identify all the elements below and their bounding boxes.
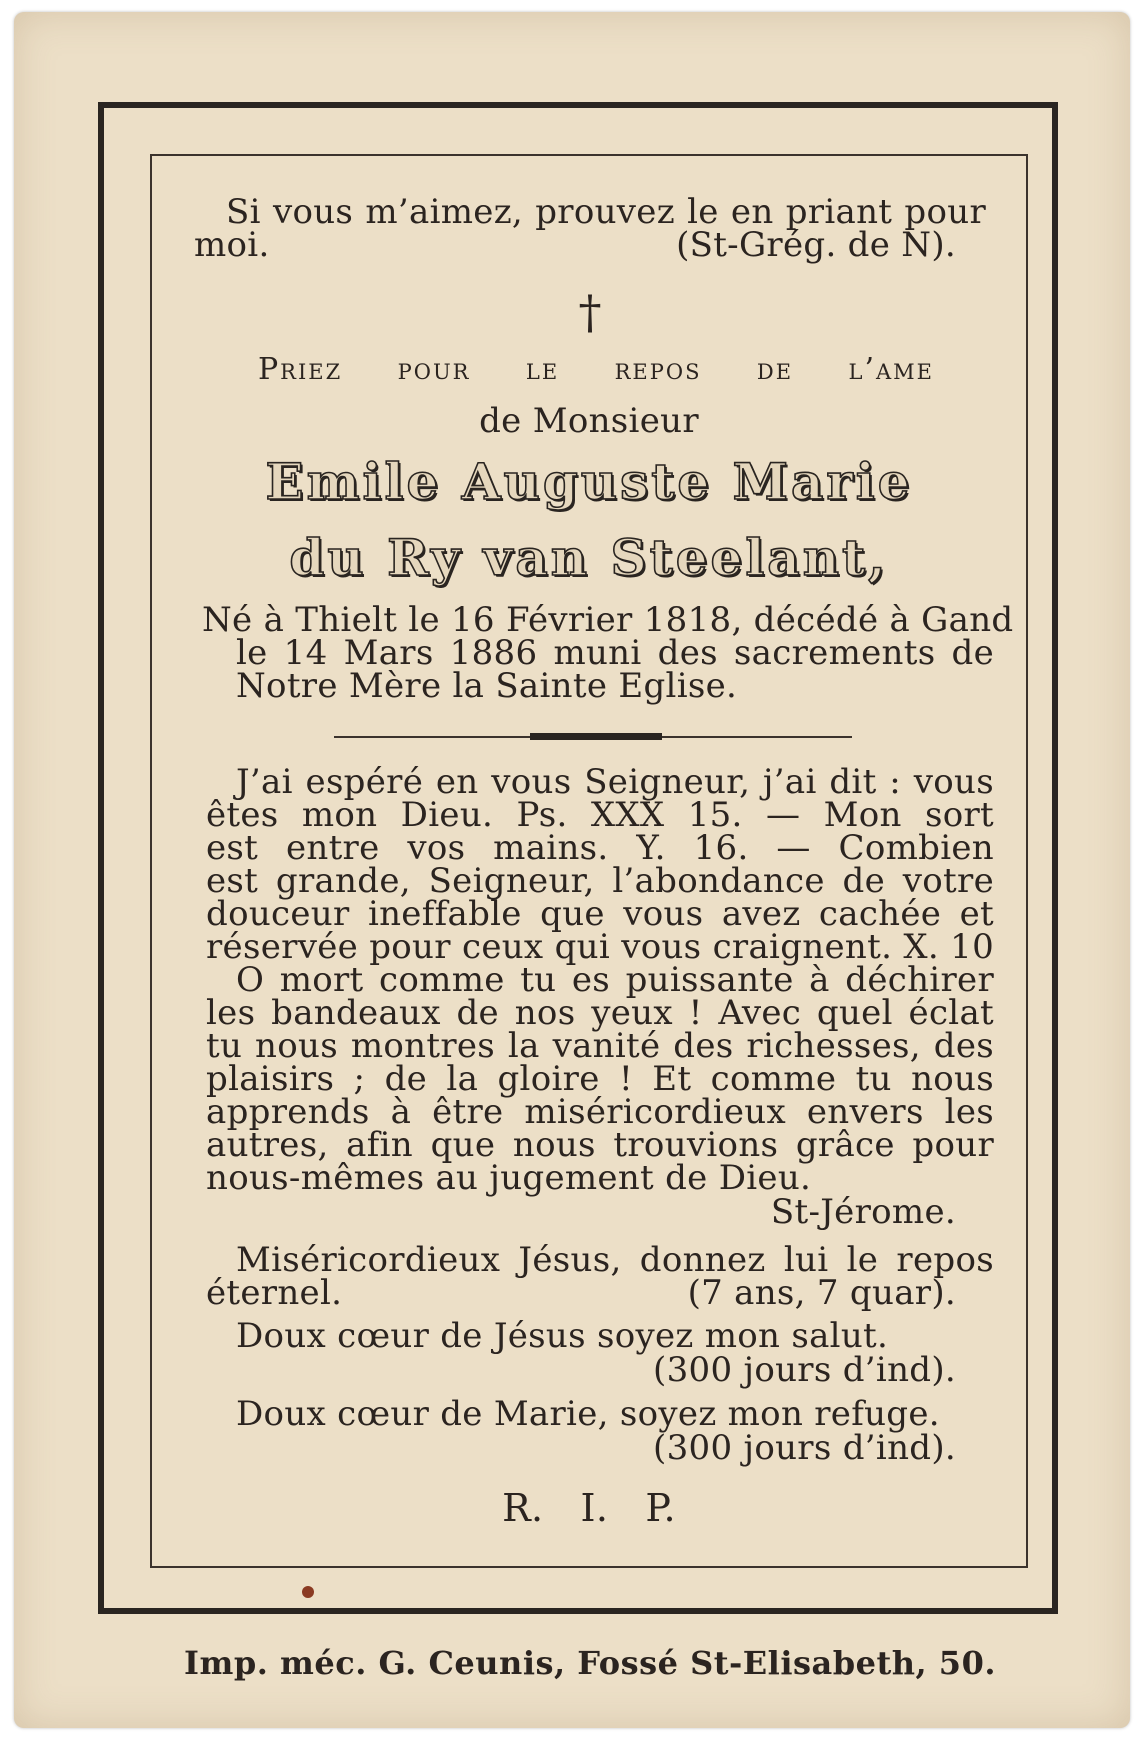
psalm-line: douceur ineffable que vous avez cachée et: [206, 894, 994, 934]
prayer-heading: Priez pour le repos de l’ame: [258, 352, 934, 387]
psalm-line: J’ai espéré en vous Seigneur, j’ai dit : vous: [236, 762, 994, 802]
psalm-line: nous-mêmes au jugement de Dieu.: [206, 1158, 812, 1198]
psalm-line: êtes mon Dieu. Ps. XXX 15. — Mon sort: [206, 795, 994, 835]
divider-ornament: [530, 733, 662, 740]
prayer-1-line-2: éternel.: [206, 1273, 343, 1313]
birth-line-1: Né à Thielt le 16 Février 1818, décédé à Gand: [202, 600, 1014, 640]
psalm-line: O mort comme tu es puissante à déchirer: [236, 960, 994, 1000]
psalm-attribution: St-Jérome.: [770, 1192, 956, 1232]
de-monsieur: de Monsieur: [479, 401, 699, 441]
birth-line-2: le 14 Mars 1886 muni des sacrements de: [236, 633, 994, 673]
prayer-3-indulgence: (300 jours d’ind).: [653, 1428, 956, 1468]
quote-attribution: (St-Grég. de N).: [676, 225, 956, 265]
psalm-line: réservée pour ceux qui vous craignent. X. 10: [206, 927, 994, 967]
stain-spot: [302, 1586, 314, 1598]
psalm-line: apprends à être miséricordieux envers les: [206, 1092, 994, 1132]
printer-footer: Imp. méc. G. Ceunis, Fossé St-Elisabeth, 50.: [184, 1644, 996, 1682]
deceased-name-line-1: Emile Auguste Marie: [265, 452, 913, 511]
prayer-2-indulgence: (300 jours d’ind).: [653, 1350, 956, 1390]
psalm-line: tu nous montres la vanité des richesses, des: [206, 1026, 994, 1066]
psalm-line: est entre vos mains. Y. 16. — Combien: [206, 828, 994, 868]
psalm-line: plaisirs ; de la gloire ! Et comme tu nous: [206, 1059, 994, 1099]
rip: R. I. P.: [502, 1486, 676, 1530]
prayer-3-line-1: Doux cœur de Marie, soyez mon refuge.: [236, 1394, 940, 1434]
psalm-line: est grande, Seigneur, l’abondance de votre: [206, 861, 994, 901]
deceased-name-line-2: du Ry van Steelant,: [289, 528, 889, 587]
quote-line-1: Si vous m’aimez, prouvez le en priant pour: [226, 192, 986, 232]
prayer-1-indulgence: (7 ans, 7 quar).: [687, 1273, 956, 1313]
prayer-2-line-1: Doux cœur de Jésus soyez mon salut.: [236, 1316, 889, 1356]
prayer-1-line-1: Miséricordieux Jésus, donnez lui le repos: [236, 1240, 994, 1280]
psalm-line: les bandeaux de nos yeux ! Avec quel éclat: [206, 993, 994, 1033]
birth-line-3: Notre Mère la Sainte Eglise.: [236, 666, 738, 706]
cross-icon: †: [578, 285, 602, 339]
psalm-line: autres, afin que nous trouvions grâce pour: [206, 1125, 994, 1165]
quote-line-2: moi.: [194, 225, 270, 265]
